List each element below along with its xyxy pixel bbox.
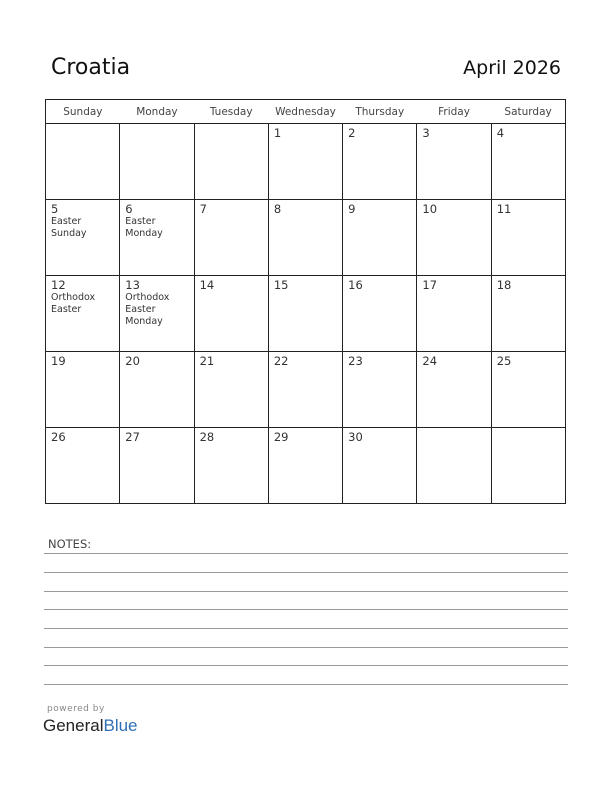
day-number: 26 <box>51 430 66 444</box>
day-number: 12 <box>51 278 66 292</box>
day-number: 23 <box>348 354 363 368</box>
day-number: 19 <box>51 354 66 368</box>
weekday-header-row <box>46 100 566 124</box>
weekday-saturday: Saturday <box>491 100 565 124</box>
week-row <box>46 276 566 352</box>
day-cell <box>46 200 120 276</box>
day-cell <box>46 352 120 428</box>
day-cell <box>268 352 342 428</box>
day-cell <box>417 276 491 352</box>
day-number: 5 <box>51 202 59 216</box>
holiday-label: Orthodox Easter <box>51 292 96 315</box>
holiday-label: Easter Monday <box>125 216 163 239</box>
day-number: 8 <box>273 202 282 216</box>
empty-day-cell <box>417 428 491 504</box>
notes-label: NOTES: <box>48 537 92 551</box>
day-number: 21 <box>199 354 215 368</box>
week-row <box>46 200 566 276</box>
day-cell <box>343 200 417 276</box>
day-number: 4 <box>496 126 505 140</box>
weekday-thursday: Thursday <box>343 100 417 124</box>
day-cell <box>268 200 342 276</box>
notes-line <box>44 628 568 629</box>
day-number: 9 <box>348 202 356 216</box>
day-cell <box>194 276 268 352</box>
notes-line <box>44 572 568 573</box>
holiday-label: Orthodox Easter Monday <box>125 292 170 327</box>
week-row <box>46 124 566 200</box>
day-number: 30 <box>348 430 363 444</box>
notes-line <box>44 609 568 610</box>
powered-by-text: powered by <box>47 704 105 714</box>
day-cell <box>491 200 565 276</box>
notes-line <box>44 665 568 666</box>
day-number: 28 <box>199 430 215 444</box>
day-cell <box>417 200 491 276</box>
day-cell <box>120 276 194 352</box>
country-title: Croatia <box>51 55 131 80</box>
day-cell <box>268 276 342 352</box>
day-number: 11 <box>496 202 512 216</box>
day-number: 3 <box>422 126 430 140</box>
day-number: 15 <box>273 278 289 292</box>
day-number: 14 <box>199 278 215 292</box>
notes-line <box>44 591 568 592</box>
day-number: 10 <box>422 202 438 216</box>
day-number: 25 <box>496 354 512 368</box>
day-cell <box>46 276 120 352</box>
day-number: 2 <box>348 126 356 140</box>
empty-day-cell <box>491 428 565 504</box>
day-cell <box>343 276 417 352</box>
notes-line <box>44 647 568 648</box>
day-number: 27 <box>125 430 140 444</box>
generalblue-logo[interactable] <box>43 716 138 736</box>
day-cell <box>491 276 565 352</box>
calendar-grid <box>45 99 566 504</box>
weekday-sunday: Sunday <box>46 100 120 124</box>
brand-general: General <box>43 716 104 735</box>
day-cell <box>343 124 417 200</box>
notes-line <box>44 553 568 554</box>
day-cell <box>417 352 491 428</box>
weekday-tuesday: Tuesday <box>194 100 268 124</box>
weekday-monday: Monday <box>120 100 194 124</box>
notes-line <box>44 684 568 685</box>
day-cell <box>120 352 194 428</box>
day-cell <box>46 428 120 504</box>
day-number: 16 <box>348 278 363 292</box>
empty-day-cell <box>46 124 120 200</box>
empty-day-cell <box>194 124 268 200</box>
week-row <box>46 428 566 504</box>
weekday-wednesday: Wednesday <box>268 100 342 124</box>
day-number: 17 <box>422 278 438 292</box>
day-cell <box>491 124 565 200</box>
day-number: 29 <box>273 430 289 444</box>
holiday-label: Easter Sunday <box>51 216 87 239</box>
day-number: 7 <box>199 202 207 216</box>
day-cell <box>194 352 268 428</box>
day-number: 18 <box>496 278 512 292</box>
day-cell <box>194 428 268 504</box>
month-year-title: April 2026 <box>463 57 561 79</box>
brand-blue: Blue <box>103 716 138 735</box>
day-number: 13 <box>125 278 140 292</box>
day-cell <box>343 428 417 504</box>
week-row <box>46 352 566 428</box>
day-number: 1 <box>273 126 282 140</box>
day-cell <box>268 428 342 504</box>
day-number: 24 <box>422 354 438 368</box>
day-cell <box>343 352 417 428</box>
day-cell <box>120 428 194 504</box>
day-number: 22 <box>273 354 289 368</box>
weekday-friday: Friday <box>417 100 491 124</box>
day-cell <box>268 124 342 200</box>
day-cell <box>417 124 491 200</box>
day-number: 20 <box>125 354 140 368</box>
day-cell <box>120 200 194 276</box>
day-cell <box>194 200 268 276</box>
empty-day-cell <box>120 124 194 200</box>
day-cell <box>491 352 565 428</box>
day-number: 6 <box>125 202 133 216</box>
